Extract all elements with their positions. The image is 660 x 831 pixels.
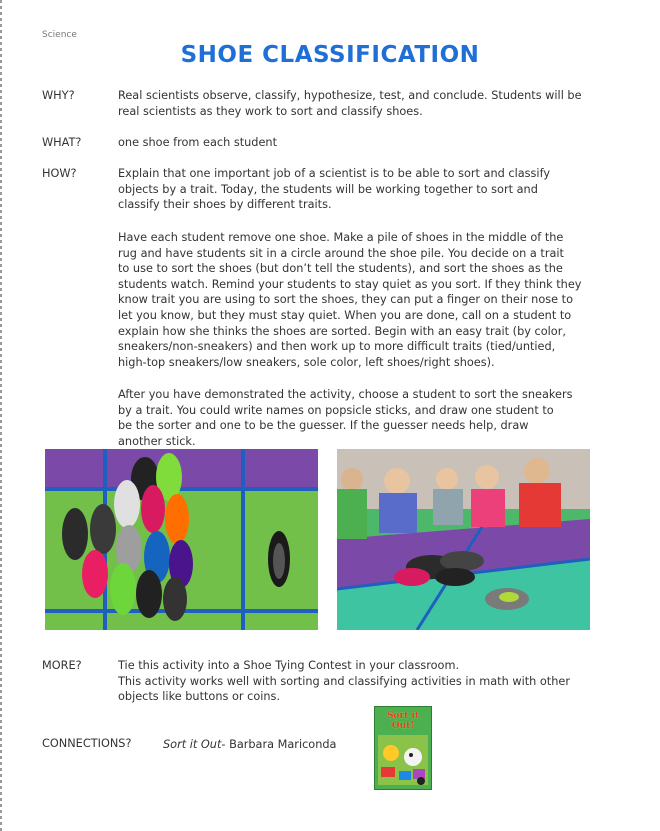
how-line: students watch. Remind your students to stay quiet as you sort. If they think they [118,277,582,291]
students-circle-photo [337,449,590,630]
how-paragraph-2 [118,230,628,370]
how-line: Explain that one important job of a scientist is to be able to sort and classify [118,167,551,180]
more-line: Tie this activity into a Shoe Tying Contest in your classroom. [118,659,460,672]
how-line: Have each student remove one shoe. Make a pile of shoes in the middle of the [118,231,564,244]
how-line: another stick. [118,434,196,448]
page-title: SHOE CLASSIFICATION [180,42,480,68]
how-line: high-top sneakers/low sneakers, sole color, left shoes/right shoes). [118,355,495,369]
more-line: This activity works well with sorting and classifying activities in math with other [118,674,570,688]
book-title: Sort it Out [163,738,222,751]
more-line: objects like buttons or coins. [118,690,281,704]
more-text [118,658,628,705]
why-text [118,88,628,119]
how-paragraph-3 [118,387,628,449]
connections-label: CONNECTIONS? [42,737,132,750]
book-cover-image [374,706,432,790]
what-text [118,135,628,151]
sorted-shoes-photo [45,449,318,630]
book-cover-title: Sort it Out! [386,711,420,731]
how-line: rug and have students sit in a circle around the shoe pile. You decide on a trait [118,246,564,260]
connections-text [163,737,363,753]
why-line: real scientists as they work to sort and classify shoes. [118,104,423,118]
why-label: WHY? [42,89,75,102]
page-margin-rule [0,0,2,831]
how-line: by a trait. You could write names on popsicle sticks, and draw one student to [118,403,554,417]
how-line: classify their shoes by different traits. [118,198,332,212]
what-label: WHAT? [42,136,82,149]
book-separator: - [221,738,230,751]
how-line: explain how she thinks the shoes are sorted. Begin with an easy trait (by color, [118,324,566,338]
how-line: sneakers/non-sneakers) and then work up to more difficult traits (tied/untied, [118,340,556,354]
how-line: be the sorter and one to be the guesser. If the guesser needs help, draw [118,419,529,433]
book-author: Barbara Mariconda [229,738,337,751]
how-paragraph-1 [118,166,628,213]
how-line: to use to sort the shoes (but don’t tell the students), and sort the shoes as the [118,262,563,276]
how-line: let you know, but they must stay quiet. When you are done, call on a student to [118,308,572,322]
what-line: one shoe from each student [118,136,278,149]
how-line: know trait you are using to sort the shoes, they can put a finger on their nose to [118,293,574,307]
more-label: MORE? [42,659,82,672]
subject-label: Science [42,30,77,40]
why-line: Real scientists observe, classify, hypothesize, test, and conclude. Students will be [118,89,582,102]
how-label: HOW? [42,167,77,180]
how-line: After you have demonstrated the activity, choose a student to sort the sneakers [118,388,573,401]
how-line: objects by a trait. Today, the students will be working together to sort and [118,182,538,196]
